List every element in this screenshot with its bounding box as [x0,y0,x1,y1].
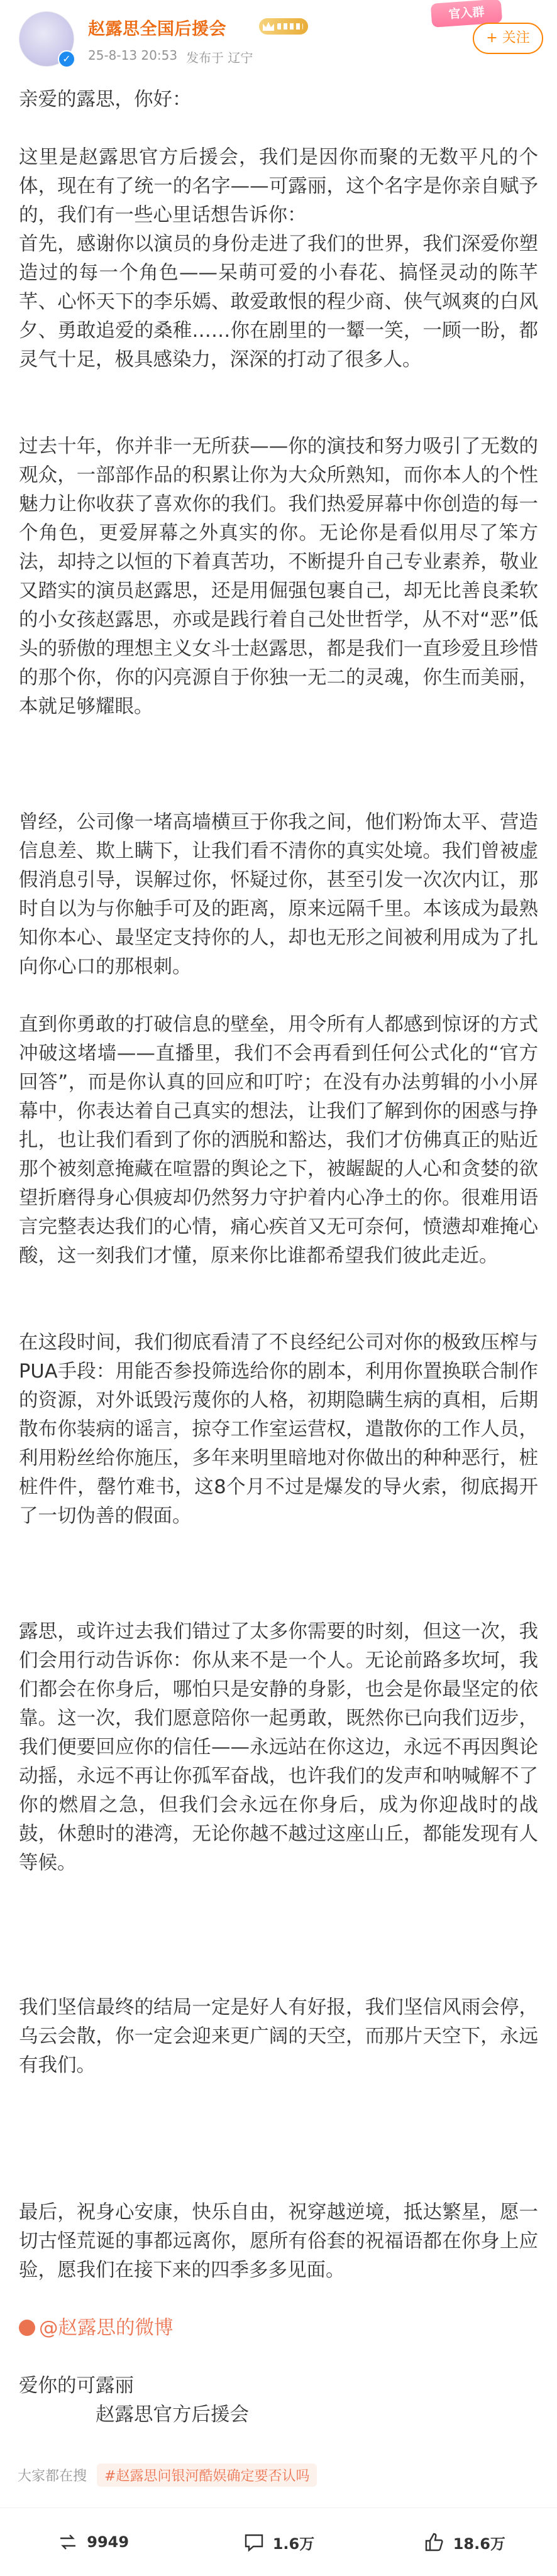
vip-crown-icon[interactable] [259,18,308,35]
signoff-love: 爱你的可露丽 [19,2375,134,2397]
like-button[interactable] [372,2508,557,2576]
hot-search-tag[interactable]: #赵露思问银河酷娱确定要否认吗 [97,2464,317,2487]
thumbs-up-icon [423,2531,446,2553]
signoff-org: 赵露思官方后援会 [96,2404,249,2426]
paragraph-agency: 在这段时间，我们彻底看清了不良经纪公司对你的极致压榨与PUA手段：用能否参投筛选给你的剧本，利用你置换联合制作的资源，对外诋毁污蔑你的人格，初期隐瞒生病的真相，后期散布你装病的谣言，掠夺工作室运营权，遣散你的工作人员，利用粉丝给你施压，多年来明里暗地对你做出的种种恶行，桩桩件件，罄竹难书，这8个月不过是爆发的导火索，彻底揭开了一切伪善的假面。 [19,1332,538,1527]
paragraph-roles: 首先，感谢你以演员的身份走进了我们的世界，我们深爱你塑造过的每一个角色——呆萌可爱的小春花、搞怪灵动的陈芊芊、心怀天下的李乐嫣、敢爱敢恨的程少商、侠气飒爽的白风夕、勇敢追爱的桑稚……你在剧里的一颦一笑，一顾一盼，都灵气十足，极具感染力，深深的打动了很多人。 [19,233,538,371]
post-meta [88,48,253,66]
paragraph-belief: 我们坚信最终的结局一定是好人有好报，我们坚信风雨会停，乌云会散，你一定会迎来更广阔的天空，而那片天空下，永远有我们。 [19,1997,538,2076]
hot-search-label: 大家都在搜 [18,2468,87,2484]
group-sticker[interactable]: 官入群 [431,0,502,28]
mention-link-text[interactable]: @赵露思的微博 [39,2317,174,2339]
post-time: 25-8-13 20:53 [88,48,178,63]
comment-icon [243,2531,265,2553]
like-count: 18.6万 [453,2535,505,2553]
greeting: 亲爱的露思，你好： [19,89,192,111]
action-bar [0,2507,557,2576]
comment-count: 1.6万 [272,2535,315,2553]
comment-button[interactable] [185,2508,371,2576]
weibo-icon [19,2320,35,2336]
post-source: 发布于 辽宁 [186,50,253,65]
repost-count: 9949 [87,2533,130,2551]
mention-link[interactable] [19,2314,538,2343]
follow-button[interactable]: + 关注 [473,23,543,54]
user-name[interactable]: 赵露思全国后援会 [88,19,226,39]
paragraph-ten-years: 过去十年，你并非一无所获——你的演技和努力吸引了无数的观众，一部部作品的积累让你为大众所熟知，而你本人的个性魅力让你收获了喜欢你的我们。我们热爱屏幕中你创造的每一个角色，更爱屏幕之外真实的你。无论你是看似用尽了笨方法，却持之以恒的下着真苦功，不断提升自己专业素养，敬业又踏实的演员赵露思，还是用倔强包裹自己，却无比善良柔软的小女孩赵露思，亦或是践行着自己处世哲学，从不对“恶”低头的骄傲的理想主义女斗士赵露思，都是我们一直珍爱且珍惜的那个你，你的闪亮源自于你独一无二的灵魂，你生而美丽，本就足够耀眼。 [19,436,538,718]
paragraph-intro: 这里是赵露思官方后援会，我们是因你而聚的无数平凡的个体，现在有了统一的名字——可露丽，这个名字是你亲自赋予的，我们有一些心里话想告诉你： [19,146,538,226]
verified-icon: ✓ [58,50,75,68]
paragraph-livestream: 直到你勇敢的打破信息的壁垒，用令所有人都感到惊讶的方式冲破这堵墙——直播里，我们不会再看到任何公式化的“官方回答”，而是你认真的回应和叮咛；在没有办法剪辑的小小屏幕中，你表达着自己真实的想法，让我们了解到你的困惑与挣扎，也让我们看到了你的洒脱和豁达，我们才仿佛真正的贴近那个被刻意掩藏在喧嚣的舆论之下，被龌龊的人心和贪婪的欲望折磨得身心俱疲却仍然努力守护着内心净土的你。很难用语言完整表达我们的心情，痛心疾首又无可奈何，愤懑却难掩心酸，这一刻我们才懂，原来你比谁都希望我们彼此走近。 [19,1014,538,1267]
paragraph-never-alone: 露思，或许过去我们错过了太多你需要的时刻，但这一次，我们会用行动告诉你：你从来不是一个人。无论前路多坎坷，我们都会在你身后，哪怕只是安静的身影，也会是你最坚定的依靠。这一次，我们愿意陪你一起勇敢，既然你已向我们迈步，我们便要回应你的信任——永远站在你这边，永远不再因舆论动摇，永远不再让你孤军奋战，也许我们的发声和呐喊解不了你的燃眉之急，但我们会永远在你身后，成为你迎战时的战鼓，休憩时的港湾，无论你越不越过这座山丘，都能发现有人等候。 [19,1621,538,1874]
paragraph-company-wall: 曾经，公司像一堵高墙横亘于你我之间，他们粉饰太平、营造信息差、欺上瞒下，让我们看不清你的真实处境。我们曾被虚假消息引导，误解过你，怀疑过你，甚至引发一次次内讧，那时自以为与你触手可及的距离，原来远隔千里。本该成为最熟知你本心、最坚定支持你的人，却也无形之间被利用成为了扎向你心口的那根刺。 [19,811,538,978]
paragraph-final-wishes: 最后，祝身心安康，快乐自由，祝穿越逆境，抵达繁星，愿一切古怪荒诞的事都远离你，愿所有俗套的祝福语都在你身上应验，愿我们在接下来的四季多多见面。 [19,2201,538,2281]
repost-icon [57,2531,79,2553]
post-header [0,0,557,74]
hot-search-row [18,2462,317,2487]
repost-button[interactable] [0,2508,185,2576]
